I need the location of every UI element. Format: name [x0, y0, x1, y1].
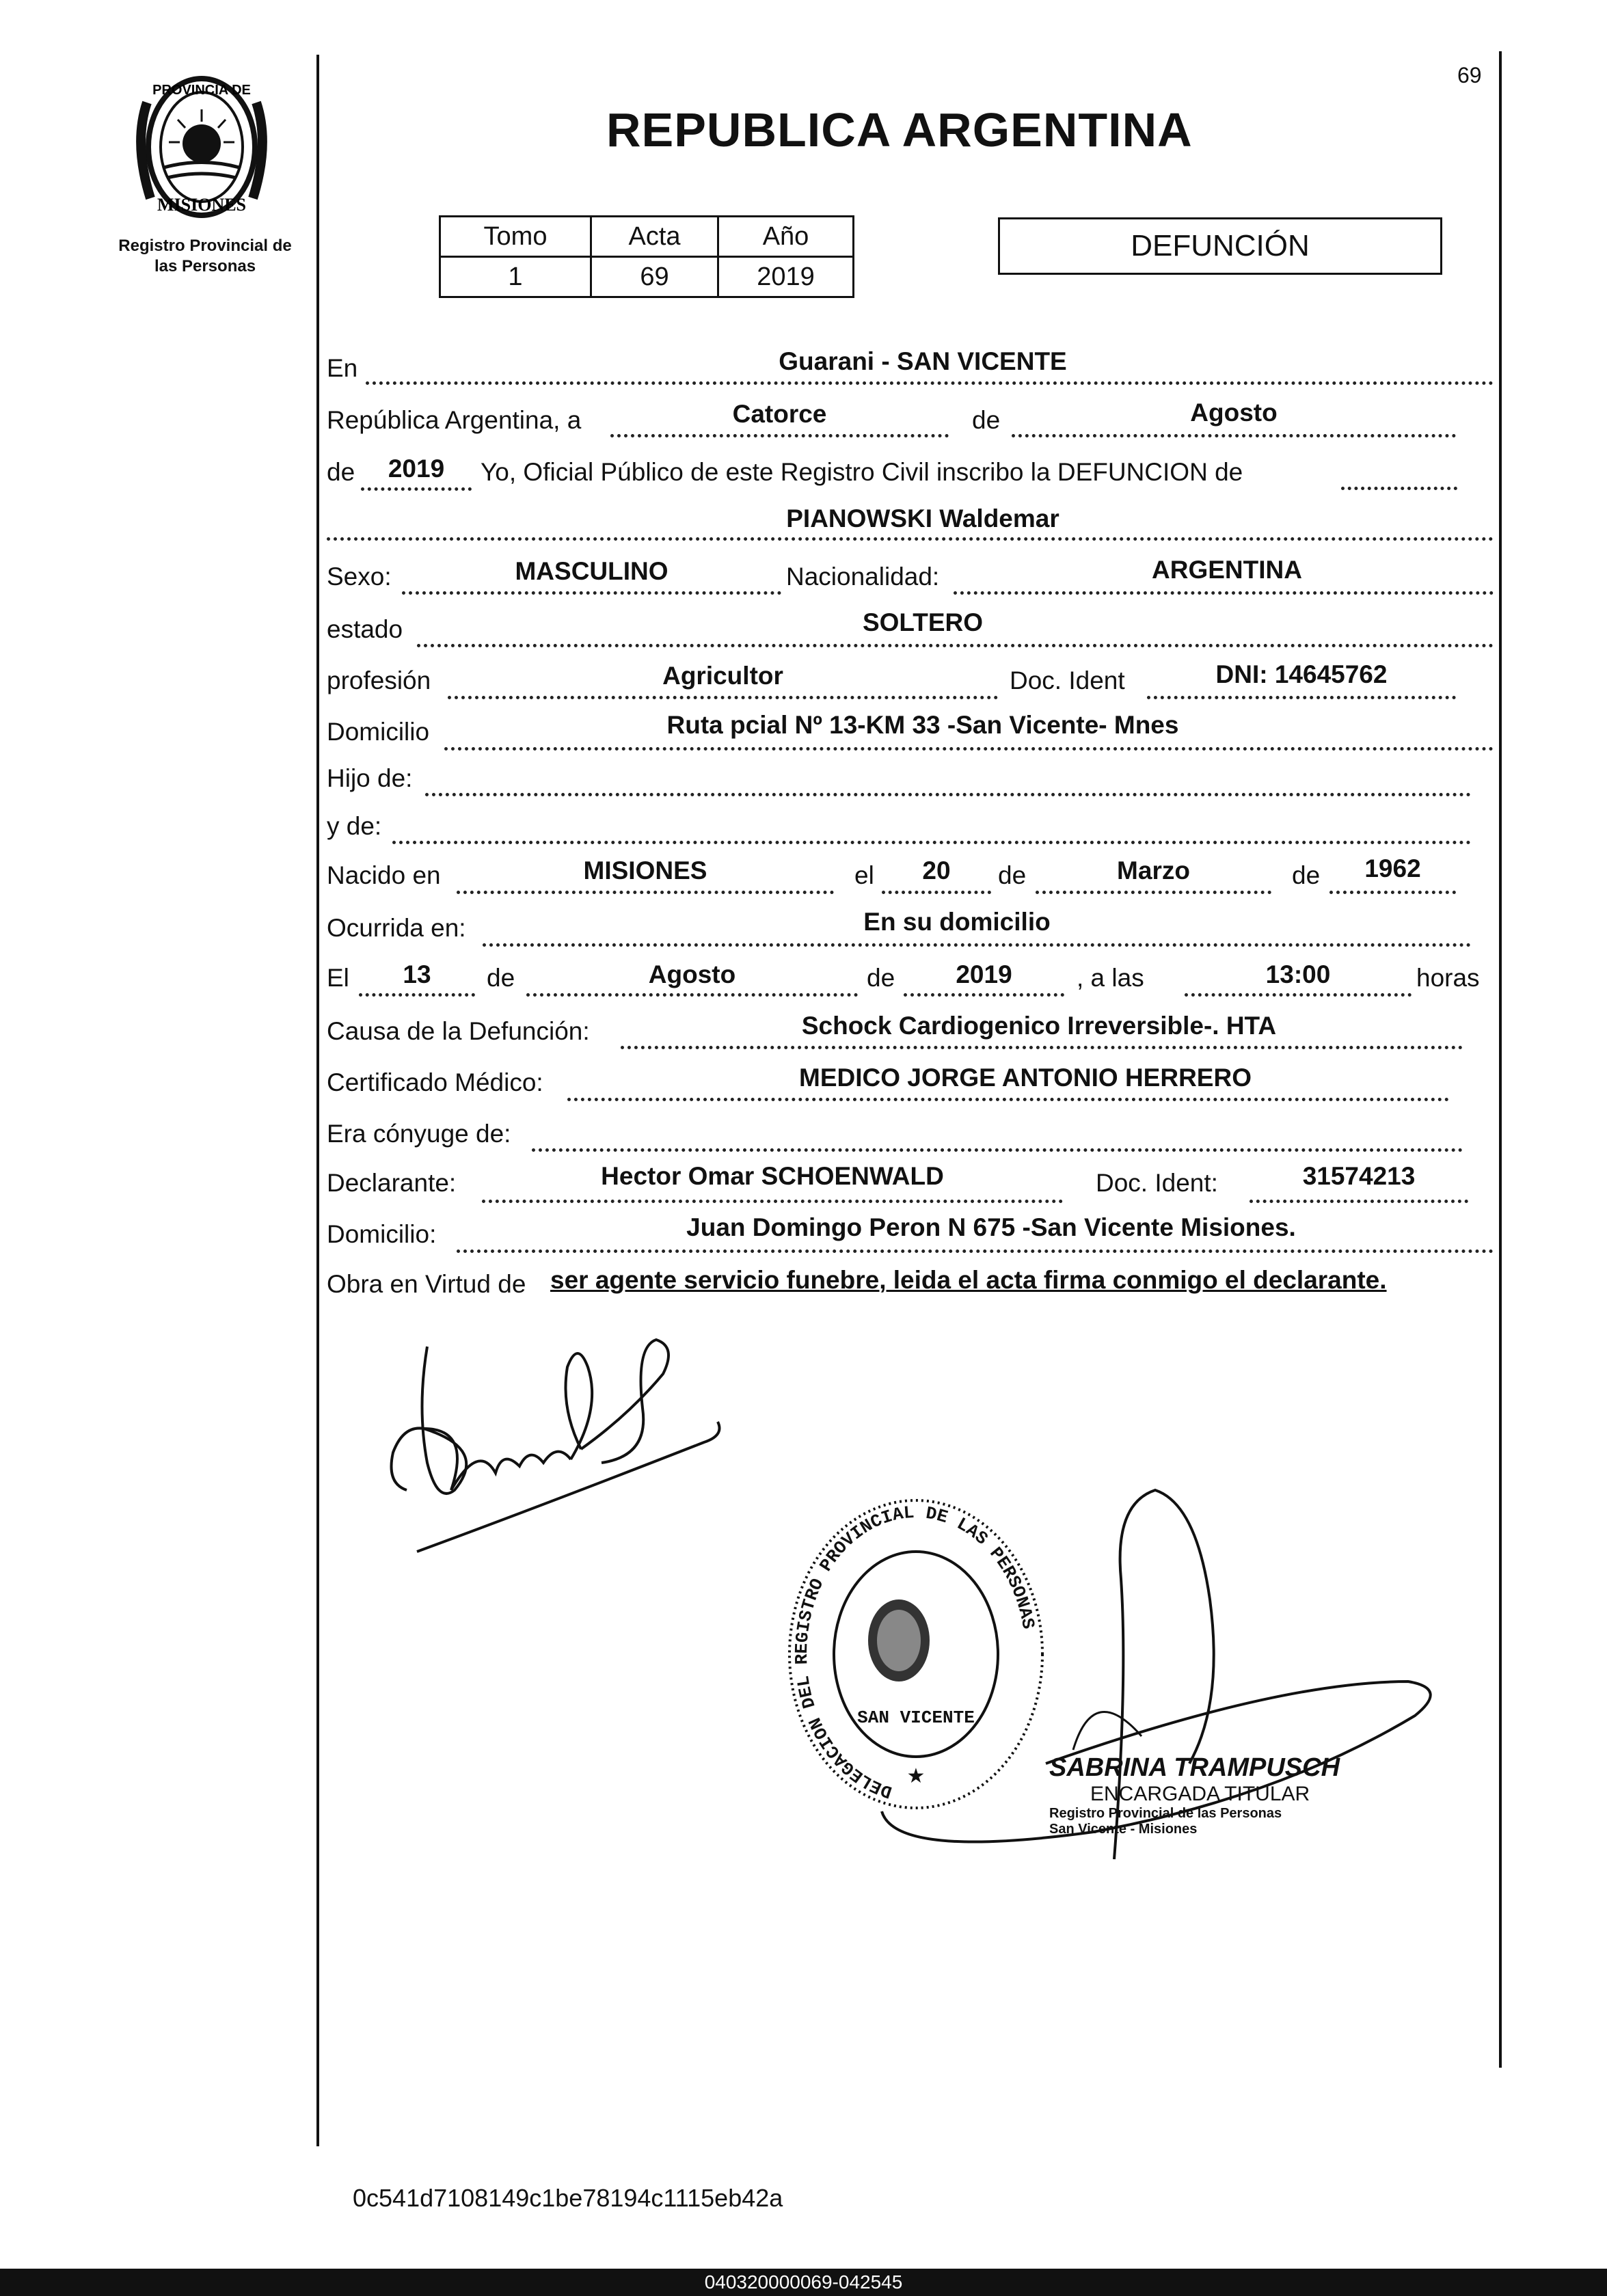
- label-causa: Causa de la Defunción:: [327, 1017, 590, 1045]
- label-estado: estado: [327, 615, 403, 643]
- label-sexo: Sexo:: [327, 563, 392, 591]
- registry-header-tomo: Tomo: [440, 217, 591, 257]
- dotted-line: [482, 1200, 1063, 1203]
- label-hijo-de: Hijo de:: [327, 764, 413, 792]
- document-hash: 0c541d7108149c1be78194c1115eb42a: [353, 2184, 783, 2212]
- birth-year-value: 1962: [1364, 854, 1421, 882]
- label-conyuge: Era cónyuge de:: [327, 1120, 511, 1148]
- page-title: REPUBLICA ARGENTINA: [606, 103, 1193, 157]
- officer-line3: Registro Provincial de las Personas: [1049, 1806, 1282, 1821]
- nationality-value: ARGENTINA: [1152, 556, 1302, 584]
- org-name-line1: Registro Provincial de: [118, 237, 292, 255]
- declarant-name-value: Hector Omar SCHOENWALD: [601, 1162, 944, 1190]
- dotted-line: [457, 891, 834, 894]
- org-name-line2: las Personas: [154, 257, 256, 275]
- death-month-value: Agosto: [648, 960, 736, 988]
- dotted-line: [1329, 891, 1456, 894]
- label-en: En: [327, 354, 358, 382]
- label-de: de: [1292, 861, 1321, 889]
- label-el: el: [854, 861, 874, 889]
- provincial-seal-logo: [120, 62, 284, 226]
- dotted-line: [1147, 696, 1456, 699]
- death-year-value: 2019: [956, 960, 1012, 988]
- dotted-line: [457, 1250, 1494, 1253]
- label-y-de: y de:: [327, 812, 382, 840]
- birth-place-value: MISIONES: [583, 856, 707, 884]
- left-margin-line: [316, 55, 319, 2146]
- label-obra: Obra en Virtud de: [327, 1270, 526, 1298]
- dotted-line: [402, 591, 781, 595]
- label-doc-ident: Doc. Ident:: [1096, 1169, 1218, 1197]
- dotted-line: [392, 841, 1471, 844]
- closing-value: ser agente servicio funebre, leida el acta firma conmigo el declarante.: [550, 1266, 1387, 1294]
- document-type-box: DEFUNCIÓN: [998, 217, 1442, 275]
- label-de: de: [487, 964, 515, 992]
- declarant-doc-value: 31574213: [1302, 1162, 1416, 1190]
- dotted-line: [359, 993, 475, 997]
- registry-value-tomo: 1: [440, 257, 591, 297]
- registry-table: [439, 215, 854, 298]
- label-de: de: [972, 406, 1001, 434]
- death-time-value: 13:00: [1265, 960, 1331, 988]
- dotted-line: [1012, 434, 1456, 437]
- seal-text-bottom: MISIONES: [157, 195, 247, 215]
- dotted-line: [366, 381, 1494, 385]
- profession-value: Agricultor: [662, 662, 783, 690]
- birth-month-value: Marzo: [1117, 856, 1190, 884]
- dotted-line: [526, 993, 858, 997]
- registry-header-ano: Año: [718, 217, 854, 257]
- dotted-line: [1341, 487, 1457, 490]
- dotted-line: [361, 487, 472, 491]
- label-profesion: profesión: [327, 666, 431, 694]
- label-yo: Yo, Oficial Público de este Registro Civil inscribo la DEFUNCION de: [481, 458, 1243, 486]
- registry-value-ano: 2019: [718, 257, 854, 297]
- label-nacido-en: Nacido en: [327, 861, 441, 889]
- death-place-value: En su domicilio: [863, 908, 1051, 936]
- dotted-line: [1250, 1200, 1468, 1203]
- registry-header-acta: Acta: [591, 217, 718, 257]
- officer-name: SABRINA TRAMPUSCH: [1049, 1753, 1340, 1782]
- dotted-line: [425, 793, 1471, 796]
- right-margin-line: [1499, 51, 1502, 2068]
- dotted-line: [1185, 993, 1412, 997]
- dotted-line: [532, 1148, 1463, 1152]
- dotted-line: [444, 747, 1494, 751]
- birth-day-value: 20: [922, 856, 951, 884]
- label-domicilio: Domicilio: [327, 718, 430, 746]
- place-value: Guarani - SAN VICENTE: [779, 347, 1067, 375]
- seal-text-top: PROVINCIA DE: [152, 83, 251, 98]
- death-day-value: 13: [403, 960, 431, 988]
- stamp-ring-text: DELEGACION DEL REGISTRO PROVINCIAL DE LAS PERSONAS: [791, 1502, 1039, 1802]
- officer-role: ENCARGADA TITULAR: [1090, 1783, 1310, 1805]
- dotted-line: [1036, 891, 1271, 894]
- officer-line4: San Vicente - Misiones: [1049, 1822, 1198, 1837]
- svg-text:★: ★: [906, 1765, 926, 1787]
- label-nacionalidad: Nacionalidad:: [786, 563, 940, 591]
- dotted-line: [954, 591, 1494, 595]
- label-doc-ident: Doc. Ident: [1010, 666, 1125, 694]
- civil-status-value: SOLTERO: [862, 608, 984, 636]
- doctor-value: MEDICO JORGE ANTONIO HERRERO: [799, 1064, 1252, 1092]
- dotted-line: [327, 537, 1494, 541]
- label-horas: horas: [1416, 964, 1480, 992]
- page-number: 69: [1457, 63, 1482, 87]
- dni-value: DNI: 14645762: [1215, 660, 1388, 688]
- label-certificado: Certificado Médico:: [327, 1068, 543, 1096]
- dotted-line: [483, 943, 1471, 947]
- dotted-line: [621, 1046, 1463, 1049]
- month-value: Agosto: [1190, 399, 1278, 427]
- label-a-las: , a las: [1077, 964, 1144, 992]
- label-ocurrida-en: Ocurrida en:: [327, 914, 466, 942]
- declarant-address-value: Juan Domingo Peron N 675 -San Vicente Misiones.: [686, 1213, 1296, 1241]
- dotted-line: [417, 644, 1494, 647]
- organization-name: [96, 236, 314, 277]
- dotted-line: [882, 891, 991, 894]
- deceased-name-value: PIANOWSKI Waldemar: [786, 504, 1059, 532]
- dotted-line: [610, 434, 949, 437]
- day-text-value: Catorce: [732, 400, 827, 428]
- registry-value-acta: 69: [591, 257, 718, 297]
- cause-value: Schock Cardiogenico Irreversible-. HTA: [801, 1012, 1277, 1040]
- label-de: de: [327, 458, 355, 486]
- dotted-line: [448, 696, 998, 699]
- officer-stamp: [1049, 1753, 1370, 1837]
- label-domicilio-declarante: Domicilio:: [327, 1220, 437, 1248]
- footer-code-bar: 040320000069-042545: [0, 2269, 1607, 2296]
- stamp-inner-text: SAN VICENTE: [857, 1707, 975, 1728]
- label-republica: República Argentina, a: [327, 406, 582, 434]
- sex-value: MASCULINO: [515, 557, 669, 585]
- dotted-line: [904, 993, 1064, 997]
- year-value: 2019: [388, 455, 445, 483]
- declarant-signature: [376, 1326, 759, 1572]
- address-value: Ruta pcial Nº 13-KM 33 -San Vicente- Mnes: [666, 711, 1179, 739]
- label-de: de: [867, 964, 895, 992]
- label-el-cap: El: [327, 964, 349, 992]
- label-de: de: [998, 861, 1027, 889]
- label-declarante: Declarante:: [327, 1169, 457, 1197]
- dotted-line: [567, 1098, 1449, 1101]
